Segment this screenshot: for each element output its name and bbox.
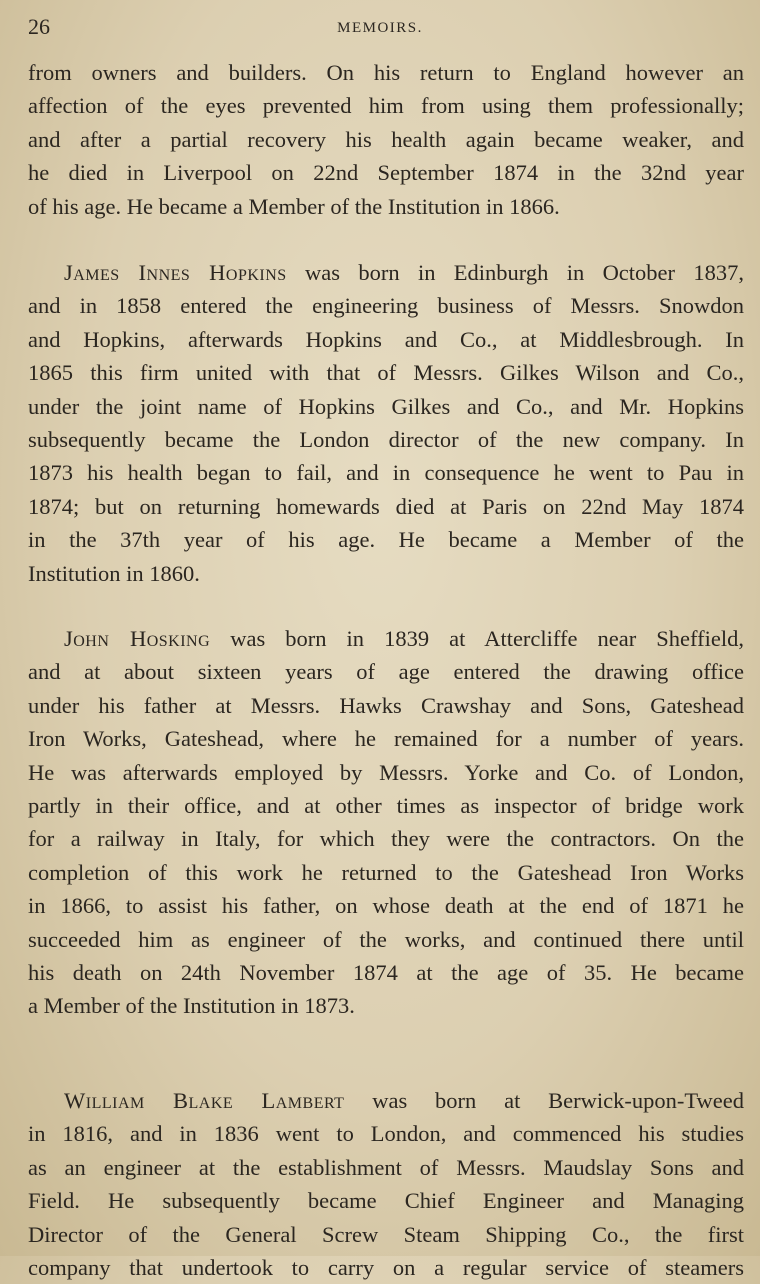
line-text: under the joint name of Hopkins Gilkes and Co., and Mr. Hopkins <box>28 393 744 419</box>
line-text: in the 37th year of his age. He became a Member of the <box>28 527 744 553</box>
text-line <box>28 289 744 322</box>
text-line <box>28 123 744 156</box>
text-line <box>28 356 744 389</box>
person-name: James Innes Hopkins <box>64 260 287 285</box>
text-line <box>28 1218 744 1251</box>
line-text: a Member of the Institution in 1873. <box>28 993 355 1019</box>
line-text: in 1816, and in 1836 went to London, and commenced his studies <box>28 1121 744 1147</box>
line-text: 1874; but on returning homewards died at Paris on 22nd May 1874 <box>28 493 744 519</box>
line-text: 1873 his health began to fail, and in consequence he went to Pau in <box>28 460 744 486</box>
text-line <box>28 323 744 356</box>
running-title: MEMOIRS. <box>337 20 423 36</box>
line-text: for a railway in Italy, for which they were the contractors. On the <box>28 826 744 852</box>
line-text: Director of the General Screw Steam Shipping Co., the first <box>28 1221 744 1247</box>
memoir-paragraph-hosking <box>28 622 744 1023</box>
line-text: 1865 this firm united with that of Messrs. Gilkes Wilson and Co., <box>28 360 744 386</box>
memoir-paragraph-lambert <box>28 1084 744 1284</box>
line-text: subsequently became the London director of the new company. In <box>28 427 744 453</box>
line-text: and Hopkins, afterwards Hopkins and Co., at Middlesbrough. In <box>28 326 744 352</box>
line-text: and after a partial recovery his health again became weaker, and <box>28 126 744 152</box>
text-line <box>28 1184 744 1217</box>
text-line <box>28 822 744 855</box>
text-line <box>28 56 744 89</box>
text-line <box>28 456 744 489</box>
line-text: succeeded him as engineer of the works, and continued there until <box>28 926 744 952</box>
text-line <box>28 622 744 655</box>
line-text: and at about sixteen years of age entered the drawing office <box>28 659 744 685</box>
text-line <box>28 89 744 122</box>
line-text: from owners and builders. On his return to England however an <box>28 60 744 85</box>
page-number: 26 <box>28 14 50 39</box>
text-line <box>28 756 744 789</box>
text-line <box>28 722 744 755</box>
text-line <box>28 923 744 956</box>
text-line <box>28 1117 744 1150</box>
text-line <box>28 1084 744 1117</box>
line-text: Institution in 1860. <box>28 560 200 586</box>
line-text: Field. He subsequently became Chief Engineer and Managing <box>28 1188 744 1214</box>
text-line <box>28 789 744 822</box>
text-line <box>28 856 744 889</box>
line-text: was born in 1839 at Attercliffe near Sheffield, <box>210 626 744 651</box>
line-text: was born in Edinburgh in October 1837, <box>286 260 744 285</box>
text-line <box>28 390 744 423</box>
text-line <box>28 490 744 523</box>
text-line <box>28 956 744 989</box>
line-text: as an engineer at the establishment of Messrs. Maudslay Sons and <box>28 1154 744 1180</box>
text-line <box>28 889 744 922</box>
text-line <box>28 689 744 722</box>
line-text: He was afterwards employed by Messrs. Yorke and Co. of London, <box>28 759 744 785</box>
line-text: of his age. He became a Member of the Institution in 1866. <box>28 193 560 219</box>
text-line <box>28 256 744 289</box>
text-line <box>28 989 744 1022</box>
person-name: William Blake Lambert <box>64 1088 345 1113</box>
text-line <box>28 655 744 688</box>
text-line <box>28 190 744 223</box>
line-text: completion of this work he returned to the Gateshead Iron Works <box>28 859 744 885</box>
memoir-paragraph-1 <box>28 56 744 223</box>
line-text: in 1866, to assist his father, on whose death at the end of 1871 he <box>28 893 744 919</box>
text-line <box>28 557 744 590</box>
line-text: company that undertook to carry on a regular service of steamers <box>28 1255 744 1281</box>
line-text: partly in their office, and at other times as inspector of bridge work <box>28 793 744 819</box>
line-text: under his father at Messrs. Hawks Crawshay and Sons, Gateshead <box>28 692 744 718</box>
memoir-paragraph-hopkins <box>28 256 744 590</box>
text-line <box>28 1151 744 1184</box>
text-line <box>28 523 744 556</box>
line-text: and in 1858 entered the engineering business of Messrs. Snowdon <box>28 293 744 319</box>
line-text: affection of the eyes prevented him from using them professionally; <box>28 93 744 119</box>
text-line <box>28 156 744 189</box>
line-text: Iron Works, Gateshead, where he remained for a number of years. <box>28 726 744 752</box>
person-name: John Hosking <box>64 626 211 651</box>
text-line <box>28 423 744 456</box>
line-text: he died in Liverpool on 22nd September 1874 in the 32nd year <box>28 160 744 186</box>
line-text: his death on 24th November 1874 at the age of 35. He became <box>28 960 744 986</box>
line-text: was born at Berwick-upon-Tweed <box>344 1088 744 1113</box>
